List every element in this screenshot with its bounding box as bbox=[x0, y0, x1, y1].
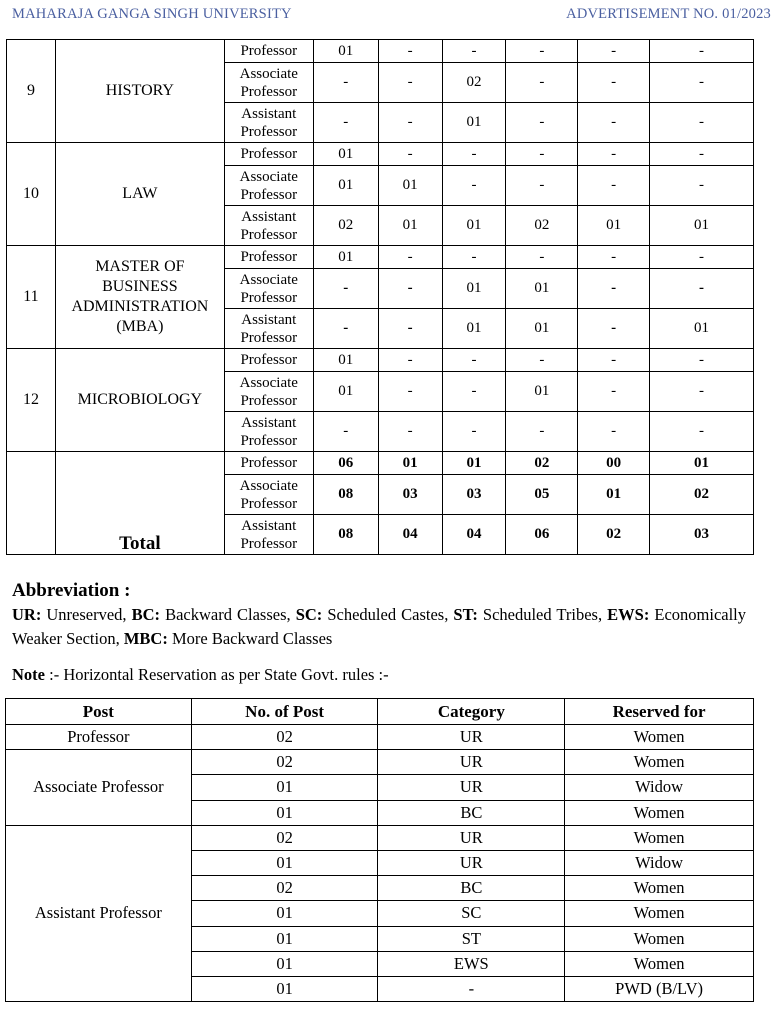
post-name: Professor bbox=[240, 289, 298, 306]
abbreviation-value: Scheduled Castes, bbox=[322, 605, 454, 624]
department-number: 10 bbox=[7, 143, 56, 246]
seat-count: 01 bbox=[442, 309, 506, 349]
seat-count: 01 bbox=[378, 166, 442, 206]
reservation-reserved-for: PWD (B/LV) bbox=[565, 976, 754, 1001]
department-name bbox=[55, 246, 224, 349]
seat-count: - bbox=[506, 103, 578, 143]
department-number: 11 bbox=[7, 246, 56, 349]
total-count: 02 bbox=[650, 475, 754, 515]
seat-count: - bbox=[578, 40, 650, 63]
department-name-line: (MBA) bbox=[116, 318, 164, 335]
reservation-row bbox=[6, 825, 754, 850]
reservation-count: 02 bbox=[191, 825, 378, 850]
seat-count: 01 bbox=[313, 40, 378, 63]
seat-count: - bbox=[506, 412, 578, 452]
total-count: 08 bbox=[313, 515, 378, 555]
post-cell bbox=[224, 452, 313, 475]
abbreviation-value: Economically Weaker Section, bbox=[12, 605, 747, 648]
total-count: 01 bbox=[378, 452, 442, 475]
post-cell bbox=[224, 269, 313, 309]
reservation-category: BC bbox=[378, 800, 565, 825]
abbreviation-value: Backward Classes, bbox=[160, 605, 296, 624]
seat-count: - bbox=[506, 349, 578, 372]
seat-count: 01 bbox=[506, 269, 578, 309]
post-name: Assistant bbox=[241, 311, 297, 328]
post-name: Professor bbox=[240, 455, 298, 471]
reservation-row bbox=[6, 725, 754, 750]
reservation-reserved-for: Women bbox=[565, 901, 754, 926]
reservation-category: BC bbox=[378, 876, 565, 901]
reservation-reserved-for: Women bbox=[565, 825, 754, 850]
total-count: 01 bbox=[578, 475, 650, 515]
seat-count: - bbox=[378, 63, 442, 103]
reservation-count: 01 bbox=[191, 800, 378, 825]
reservation-row bbox=[6, 750, 754, 775]
seat-distribution-table bbox=[6, 39, 754, 555]
post-name: Professor bbox=[240, 535, 298, 552]
reservation-count: 01 bbox=[191, 926, 378, 951]
seat-count: - bbox=[442, 372, 506, 412]
seat-count: - bbox=[313, 103, 378, 143]
reservation-count: 02 bbox=[191, 750, 378, 775]
seat-count: - bbox=[650, 412, 754, 452]
abbreviation-value: Unreserved, bbox=[41, 605, 132, 624]
total-blank-cell bbox=[7, 452, 56, 555]
reservation-reserved-for: Women bbox=[565, 926, 754, 951]
reservation-post: Professor bbox=[6, 725, 192, 750]
reservation-count: 01 bbox=[191, 901, 378, 926]
reservation-post: Associate Professor bbox=[6, 750, 192, 826]
seat-count: 01 bbox=[442, 206, 506, 246]
reservation-post: Assistant Professor bbox=[6, 825, 192, 1001]
reservation-category: EWS bbox=[378, 951, 565, 976]
reservation-header: Reserved for bbox=[565, 699, 754, 725]
total-count: 03 bbox=[378, 475, 442, 515]
reservation-count: 01 bbox=[191, 951, 378, 976]
seat-count: 01 bbox=[650, 206, 754, 246]
total-count: 05 bbox=[506, 475, 578, 515]
seat-count: - bbox=[442, 143, 506, 166]
post-name: Professor bbox=[240, 495, 298, 512]
reservation-count: 01 bbox=[191, 976, 378, 1001]
post-name: Associate bbox=[239, 65, 298, 82]
seat-count: - bbox=[442, 246, 506, 269]
seat-count: 01 bbox=[313, 166, 378, 206]
post-name: Assistant bbox=[241, 517, 297, 534]
reservation-category: UR bbox=[378, 775, 565, 800]
post-name: Professor bbox=[240, 43, 298, 59]
post-cell bbox=[224, 349, 313, 372]
university-name: MAHARAJA GANGA SINGH UNIVERSITY bbox=[12, 6, 292, 22]
seat-count: - bbox=[578, 269, 650, 309]
post-name: Associate bbox=[239, 271, 298, 288]
total-count: 02 bbox=[578, 515, 650, 555]
seat-count: - bbox=[313, 269, 378, 309]
post-cell bbox=[224, 206, 313, 246]
post-name: Professor bbox=[240, 226, 298, 243]
post-cell bbox=[224, 309, 313, 349]
reservation-category: UR bbox=[378, 850, 565, 875]
post-name: Professor bbox=[240, 123, 298, 140]
seat-count: - bbox=[578, 372, 650, 412]
post-name: Professor bbox=[240, 352, 298, 368]
seat-count: - bbox=[650, 40, 754, 63]
seat-count: 01 bbox=[650, 309, 754, 349]
post-name: Assistant bbox=[241, 105, 297, 122]
seat-count: - bbox=[442, 40, 506, 63]
note-line bbox=[12, 665, 389, 685]
abbreviation-key: SC: bbox=[295, 605, 323, 624]
seat-count: - bbox=[442, 349, 506, 372]
reservation-count: 01 bbox=[191, 850, 378, 875]
seat-count: - bbox=[578, 349, 650, 372]
seat-count: 02 bbox=[313, 206, 378, 246]
department-name-line: MICROBIOLOGY bbox=[77, 391, 203, 408]
total-row bbox=[7, 452, 754, 475]
seat-count: - bbox=[378, 269, 442, 309]
seat-count: - bbox=[650, 269, 754, 309]
abbreviation-value: Scheduled Tribes, bbox=[477, 605, 608, 624]
seat-count: - bbox=[378, 349, 442, 372]
post-cell bbox=[224, 103, 313, 143]
seat-count: - bbox=[378, 40, 442, 63]
reservation-category: - bbox=[378, 976, 565, 1001]
seat-count: 02 bbox=[442, 63, 506, 103]
seat-count: - bbox=[442, 166, 506, 206]
total-label: Total bbox=[55, 452, 224, 555]
post-name: Assistant bbox=[241, 208, 297, 225]
post-cell bbox=[224, 40, 313, 63]
seat-count: - bbox=[650, 103, 754, 143]
reservation-category: ST bbox=[378, 926, 565, 951]
advertisement-number: ADVERTISEMENT NO. 01/2023 bbox=[566, 6, 771, 22]
seat-count: 01 bbox=[313, 246, 378, 269]
department-name-line: MASTER OF bbox=[95, 258, 185, 275]
post-name: Professor bbox=[240, 146, 298, 162]
seat-count: 01 bbox=[442, 269, 506, 309]
abbreviation-heading: Abbreviation : bbox=[12, 580, 131, 601]
abbreviation-text bbox=[12, 603, 746, 651]
seat-count: 01 bbox=[578, 206, 650, 246]
note-label: Note bbox=[12, 665, 45, 684]
seat-count: - bbox=[378, 143, 442, 166]
reservation-reserved-for: Widow bbox=[565, 850, 754, 875]
seat-count: - bbox=[650, 63, 754, 103]
reservation-category: UR bbox=[378, 725, 565, 750]
seat-row bbox=[7, 143, 754, 166]
department-name-line: ADMINISTRATION bbox=[71, 298, 209, 315]
reservation-category: UR bbox=[378, 825, 565, 850]
reservation-reserved-for: Women bbox=[565, 800, 754, 825]
post-cell bbox=[224, 143, 313, 166]
department-number: 9 bbox=[7, 40, 56, 143]
seat-count: - bbox=[378, 246, 442, 269]
seat-count: 01 bbox=[506, 309, 578, 349]
seat-row bbox=[7, 349, 754, 372]
seat-count: - bbox=[578, 143, 650, 166]
total-count: 00 bbox=[578, 452, 650, 475]
reservation-header: Category bbox=[378, 699, 565, 725]
post-cell bbox=[224, 372, 313, 412]
seat-count: - bbox=[578, 412, 650, 452]
department-name-line: BUSINESS bbox=[102, 278, 178, 295]
seat-count: 01 bbox=[442, 103, 506, 143]
seat-count: - bbox=[378, 412, 442, 452]
seat-row bbox=[7, 40, 754, 63]
department-name-line: LAW bbox=[122, 185, 158, 202]
post-cell bbox=[224, 412, 313, 452]
note-text: :- Horizontal Reservation as per State Govt. rules :- bbox=[44, 665, 389, 684]
abbreviation-key: EWS: bbox=[607, 605, 650, 624]
total-count: 06 bbox=[506, 515, 578, 555]
seat-count: - bbox=[442, 412, 506, 452]
total-count: 03 bbox=[442, 475, 506, 515]
post-name: Professor bbox=[240, 249, 298, 265]
department-name bbox=[55, 143, 224, 246]
horizontal-reservation-table bbox=[5, 698, 754, 1002]
seat-count: 01 bbox=[313, 372, 378, 412]
reservation-header: Post bbox=[6, 699, 192, 725]
post-name: Professor bbox=[240, 83, 298, 100]
seat-count: - bbox=[506, 40, 578, 63]
seat-count: - bbox=[506, 246, 578, 269]
seat-count: - bbox=[506, 63, 578, 103]
reservation-header: No. of Post bbox=[191, 699, 378, 725]
post-cell bbox=[224, 166, 313, 206]
seat-count: - bbox=[578, 166, 650, 206]
seat-count: - bbox=[650, 166, 754, 206]
total-count: 01 bbox=[442, 452, 506, 475]
seat-count: 01 bbox=[378, 206, 442, 246]
post-name: Professor bbox=[240, 432, 298, 449]
seat-count: - bbox=[650, 349, 754, 372]
post-name: Associate bbox=[239, 477, 298, 494]
seat-count: 02 bbox=[506, 206, 578, 246]
reservation-reserved-for: Women bbox=[565, 951, 754, 976]
post-cell bbox=[224, 63, 313, 103]
post-cell bbox=[224, 515, 313, 555]
post-cell bbox=[224, 475, 313, 515]
seat-count: - bbox=[578, 63, 650, 103]
post-name: Associate bbox=[239, 374, 298, 391]
total-count: 08 bbox=[313, 475, 378, 515]
reservation-count: 02 bbox=[191, 876, 378, 901]
abbreviation-key: BC: bbox=[131, 605, 161, 624]
reservation-reserved-for: Women bbox=[565, 750, 754, 775]
seat-count: - bbox=[650, 143, 754, 166]
seat-count: - bbox=[313, 412, 378, 452]
reservation-category: UR bbox=[378, 750, 565, 775]
seat-count: 01 bbox=[313, 143, 378, 166]
seat-count: - bbox=[650, 246, 754, 269]
seat-count: - bbox=[506, 166, 578, 206]
post-name: Professor bbox=[240, 186, 298, 203]
seat-count: - bbox=[378, 372, 442, 412]
abbreviation-value: More Backward Classes bbox=[167, 629, 333, 648]
post-name: Associate bbox=[239, 168, 298, 185]
seat-count: - bbox=[378, 309, 442, 349]
seat-row bbox=[7, 246, 754, 269]
department-name-line: HISTORY bbox=[105, 82, 174, 99]
seat-count: - bbox=[313, 309, 378, 349]
seat-count: - bbox=[506, 143, 578, 166]
total-count: 04 bbox=[442, 515, 506, 555]
seat-count: 01 bbox=[506, 372, 578, 412]
abbreviation-key: MBC: bbox=[123, 629, 168, 648]
post-cell bbox=[224, 246, 313, 269]
post-name: Professor bbox=[240, 392, 298, 409]
seat-count: - bbox=[650, 372, 754, 412]
seat-count: 01 bbox=[313, 349, 378, 372]
total-count: 04 bbox=[378, 515, 442, 555]
total-count: 06 bbox=[313, 452, 378, 475]
abbreviation-key: UR: bbox=[12, 605, 42, 624]
reservation-reserved-for: Women bbox=[565, 725, 754, 750]
department-name bbox=[55, 349, 224, 452]
post-name: Assistant bbox=[241, 414, 297, 431]
department-name bbox=[55, 40, 224, 143]
seat-count: - bbox=[313, 63, 378, 103]
seat-count: - bbox=[378, 103, 442, 143]
reservation-reserved-for: Widow bbox=[565, 775, 754, 800]
abbreviation-key: ST: bbox=[453, 605, 478, 624]
seat-count: - bbox=[578, 103, 650, 143]
reservation-count: 01 bbox=[191, 775, 378, 800]
seat-count: - bbox=[578, 309, 650, 349]
reservation-reserved-for: Women bbox=[565, 876, 754, 901]
seat-count: - bbox=[578, 246, 650, 269]
reservation-category: SC bbox=[378, 901, 565, 926]
department-number: 12 bbox=[7, 349, 56, 452]
total-count: 02 bbox=[506, 452, 578, 475]
post-name: Professor bbox=[240, 329, 298, 346]
total-count: 03 bbox=[650, 515, 754, 555]
reservation-count: 02 bbox=[191, 725, 378, 750]
total-count: 01 bbox=[650, 452, 754, 475]
